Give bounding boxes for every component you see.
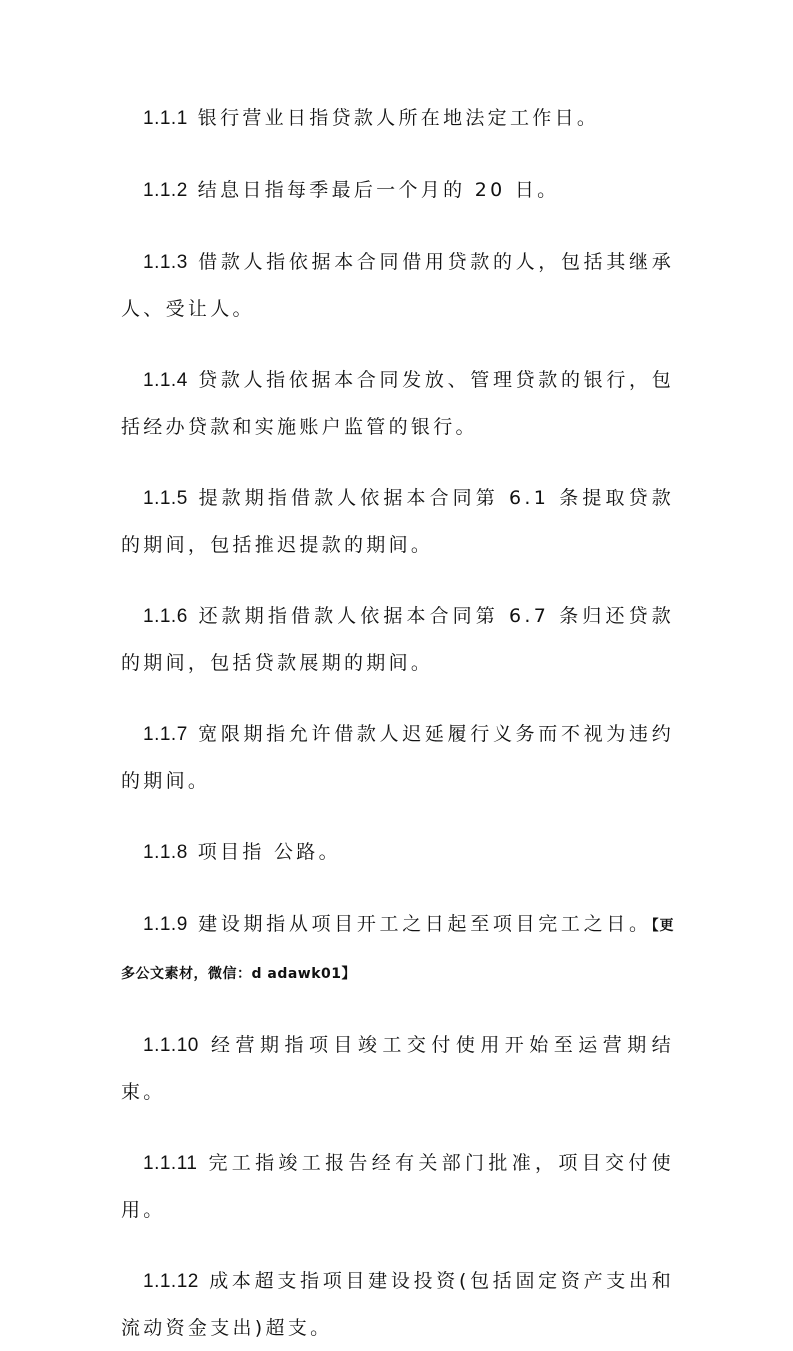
clause-text: 成本超支指项目建设投资(包括固定资产支出和流动资金支出)超支。 — [121, 1270, 674, 1339]
clause-text: 经营期指项目竣工交付使用开始至运营期结束。 — [121, 1034, 674, 1103]
clause-1-1-2 — [121, 167, 674, 214]
clause-number: 1.1.5 — [143, 488, 188, 509]
clause-list — [121, 95, 674, 1351]
clause-text: 还款期指借款人依据本合同第 6.7 条归还贷款的期间，包括贷款展期的期间。 — [121, 605, 674, 674]
clause-number: 1.1.11 — [143, 1153, 198, 1174]
clause-number: 1.1.6 — [143, 606, 188, 627]
clause-1-1-4 — [121, 357, 674, 450]
clause-number: 1.1.12 — [143, 1271, 199, 1292]
clause-number: 1.1.9 — [143, 914, 188, 935]
clause-1-1-5 — [121, 475, 674, 568]
clause-1-1-9 — [121, 901, 674, 997]
clause-text: 项目指 公路。 — [197, 841, 341, 863]
clause-number: 1.1.7 — [143, 724, 188, 745]
clause-text: 完工指竣工报告经有关部门批准，项目交付使用。 — [121, 1152, 674, 1221]
clause-text: 宽限期指允许借款人迟延履行义务而不视为违约的期间。 — [121, 723, 674, 792]
clause-text: 建设期指从项目开工之日起至项目完工之日。 — [197, 913, 652, 935]
clause-text: 提款期指借款人依据本合同第 6.1 条提取贷款的期间，包括推迟提款的期间。 — [121, 487, 674, 556]
clause-number: 1.1.8 — [143, 842, 188, 863]
clause-number: 1.1.1 — [143, 108, 188, 129]
clause-number: 1.1.3 — [143, 252, 188, 273]
clause-number: 1.1.2 — [143, 180, 188, 201]
clause-number: 1.1.10 — [143, 1035, 199, 1056]
clause-text: 借款人指依据本合同借用贷款的人，包括其继承人、受让人。 — [121, 251, 674, 320]
clause-text: 贷款人指依据本合同发放、管理贷款的银行，包括经办贷款和实施账户监管的银行。 — [121, 369, 674, 438]
clause-1-1-6 — [121, 593, 674, 686]
clause-text: 银行营业日指贷款人所在地法定工作日。 — [197, 107, 600, 129]
clause-note: 【更多公文素材，微信：d adawk01】 — [121, 918, 674, 982]
clause-text: 结息日指每季最后一个月的 20 日。 — [197, 179, 560, 201]
clause-1-1-1 — [121, 95, 674, 142]
clause-1-1-10 — [121, 1022, 674, 1115]
clause-1-1-8 — [121, 829, 674, 876]
clause-1-1-11 — [121, 1140, 674, 1233]
clause-1-1-12 — [121, 1258, 674, 1351]
clause-1-1-7 — [121, 711, 674, 804]
clause-1-1-3 — [121, 239, 674, 332]
clause-number: 1.1.4 — [143, 370, 188, 391]
